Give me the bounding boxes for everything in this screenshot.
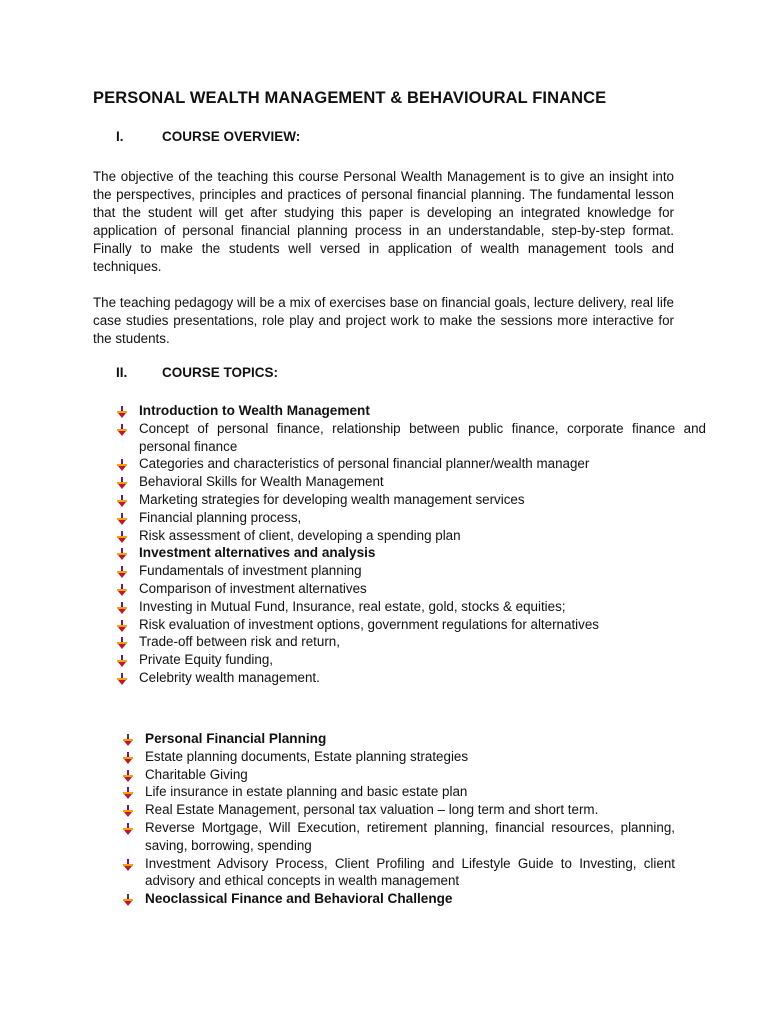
topic-text: Charitable Giving [145,766,248,782]
section-title: COURSE OVERVIEW: [162,129,301,144]
topic-item [116,580,706,598]
topic-text: Life insurance in estate planning and basic estate plan [145,784,468,800]
topic-text: Estate planning documents, Estate planning strategies [145,748,469,764]
topic-item [122,819,675,855]
arrow-bullet-icon [122,805,134,817]
topic-text: Investment alternatives and analysis [139,545,376,561]
topic-text: Neoclassical Finance and Behavioral Challenge [145,891,453,907]
topic-item [116,669,706,687]
topic-item [116,509,706,527]
arrow-bullet-icon [116,424,128,436]
topic-item [116,598,706,616]
arrow-bullet-icon [116,566,128,578]
topic-text: Risk assessment of client, developing a spending plan [139,527,461,543]
arrow-bullet-icon [116,620,128,632]
topic-item [116,651,706,669]
topic-item [116,455,706,473]
topic-item [122,855,675,891]
topic-item [116,420,706,456]
document-title: PERSONAL WEALTH MANAGEMENT & BEHAVIOURAL FINANCE [93,89,607,107]
topic-item [116,527,706,545]
topic-heading-item [116,544,706,562]
topic-text: Comparison of investment alternatives [139,580,367,596]
topic-text: Risk evaluation of investment options, government regulations for alternatives [139,616,599,632]
topic-item [122,748,675,766]
arrow-bullet-icon [116,673,128,685]
topic-text: Real Estate Management, personal tax valuation – long term and short term. [145,802,599,818]
section-number: II. [116,365,128,380]
topic-text: Financial planning process, [139,509,302,525]
topic-item [122,783,675,801]
course-topics-list-continued [122,730,675,908]
topic-text: Trade-off between risk and return, [139,634,340,650]
arrow-bullet-icon [116,477,128,489]
arrow-bullet-icon [116,602,128,614]
arrow-bullet-icon [122,752,134,764]
topic-text: Categories and characteristics of personal financial planner/wealth manager [139,456,590,472]
arrow-bullet-icon [116,637,128,649]
topic-item [122,801,675,819]
arrow-bullet-icon [122,734,134,746]
section-heading-overview [116,129,300,144]
topic-text: Concept of personal finance, relationship between public finance, corporate finance and personal finance [139,420,706,454]
arrow-bullet-icon [116,548,128,560]
topic-text: Fundamentals of investment planning [139,563,362,579]
topic-item [122,766,675,784]
course-topics-list [116,402,706,687]
arrow-bullet-icon [116,584,128,596]
arrow-bullet-icon [122,894,134,906]
section-title: COURSE TOPICS: [162,365,279,380]
arrow-bullet-icon [122,770,134,782]
topic-text: Private Equity funding, [139,652,273,668]
topic-text: Behavioral Skills for Wealth Management [139,474,384,490]
topic-item [116,616,706,634]
overview-paragraph-2: The teaching pedagogy will be a mix of exercises base on financial goals, lecture delivery, real life case studies presentations, role play and project work to make the sessions more interactive for the students. [93,295,674,346]
topic-text: Reverse Mortgage, Will Execution, retirement planning, financial resources, planning, saving, borrowing, spending [145,819,675,853]
arrow-bullet-icon [122,823,134,835]
section-number: I. [116,129,124,144]
topic-item [116,633,706,651]
topic-text: Personal Financial Planning [145,731,327,746]
arrow-bullet-icon [116,531,128,543]
topic-text: Investment Advisory Process, Client Profiling and Lifestyle Guide to Investing, client advisory and ethical concepts in wealth management [145,855,675,889]
topic-heading-item [116,402,706,420]
arrow-bullet-icon [116,406,128,418]
topic-text: Investing in Mutual Fund, Insurance, real estate, gold, stocks & equities; [139,598,566,614]
arrow-bullet-icon [116,459,128,471]
topic-text: Celebrity wealth management. [139,669,320,685]
arrow-bullet-icon [116,655,128,667]
topic-heading-item [122,890,675,908]
arrow-bullet-icon [122,787,134,799]
topic-item [116,473,706,491]
topic-item [116,562,706,580]
topic-heading-item [122,730,675,748]
section-heading-topics [116,365,278,380]
topic-text: Marketing strategies for developing wealth management services [139,491,525,507]
topic-text: Introduction to Wealth Management [139,403,370,418]
overview-paragraph-1: The objective of the teaching this course Personal Wealth Management is to give an insight into the perspectives, principles and practices of personal financial planning. The fundamental lesson that the student will get after studying this paper is developing an integrated knowledge for application of personal financial planning process in an understandable, step-by-step format. Finally to make the students well versed in application of wealth management tools and techniques. [93,169,674,274]
topic-item [116,491,706,509]
arrow-bullet-icon [116,495,128,507]
arrow-bullet-icon [122,859,134,871]
arrow-bullet-icon [116,513,128,525]
